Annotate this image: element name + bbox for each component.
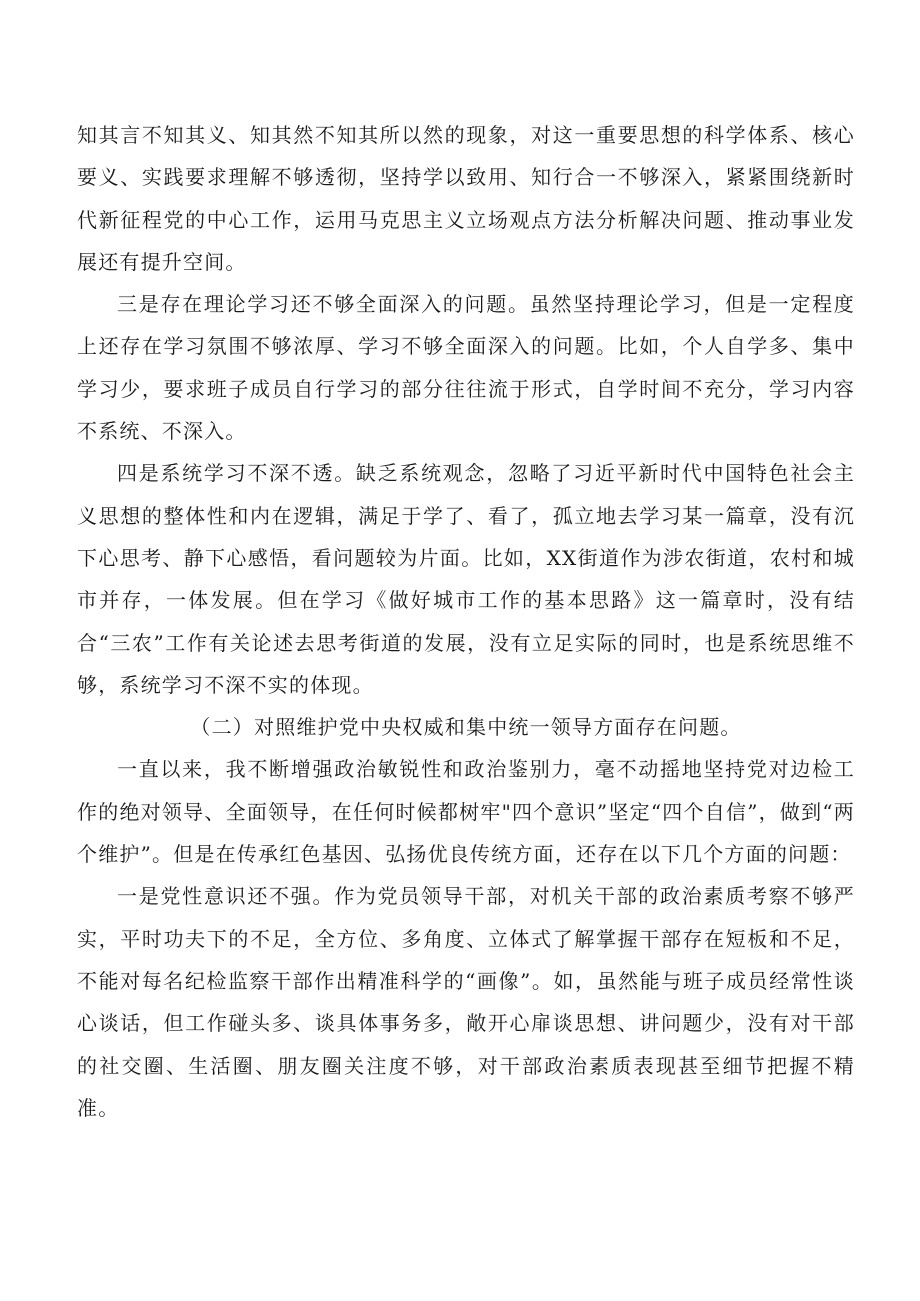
paragraph-point-one: 一是党性意识还不强。作为党员领导干部，对机关干部的政治素质考察不够严实，平时功夫下的不足，全方位、多角度、立体式了解掌握干部存在短板和不足，不能对每名纪检监察干部作出精准科学的“画像”。如，虽然能与班子成员经常性谈心谈话，但工作碰头多、谈具体事务多，敞开心扉谈思想、讲问题少，没有对干部的社交圈、生活圈、朋友圈关注度不够，对干部政治素质表现甚至细节把握不精准。 xyxy=(77,884,855,1120)
document-body xyxy=(77,114,855,1129)
paragraph-point-three: 三是存在理论学习还不够全面深入的问题。虽然坚持理论学习，但是一定程度上还存在学习氛围不够浓厚、学习不够全面深入的问题。比如，个人自学多、集中学习少，要求班子成员自行学习的部分往往流于形式，自学时间不充分，学习内容不系统、不深入。 xyxy=(77,292,855,444)
paragraph-continuation: 知其言不知其义、知其然不知其所以然的现象，对这一重要思想的科学体系、核心要义、实践要求理解不够透彻，坚持学以致用、知行合一不够深入，紧紧围绕新时代新征程党的中心工作，运用马克思主义立场观点方法分析解决问题、推动事业发展还有提升空间。 xyxy=(77,123,855,274)
paragraph-intro: 一直以来，我不断增强政治敏锐性和政治鉴别力，毫不动摇地坚持党对边检工作的绝对领导、全面领导，在任何时候都树牢"四个意识”坚定“四个自信”，做到“两个维护”。但是在传承红色基因、弘扬优良传统方面，还存在以下几个方面的问题： xyxy=(77,757,855,867)
section-heading: （二）对照维护党中央权威和集中统一领导方面存在问题。 xyxy=(190,715,742,740)
paragraph-point-four: 四是系统学习不深不透。缺乏系统观念，忽略了习近平新时代中国特色社会主义思想的整体性和内在逻辑，满足于学了、看了，孤立地去学习某一篇章，没有沉下心思考、静下心感悟，看问题较为片面。比如，XX街道作为涉农街道，农村和城市并存，一体发展。但在学习《做好城市工作的基本思路》这一篇章时，没有结合“三农”工作有关论述去思考街道的发展，没有立足实际的同时，也是系统思维不够，系统学习不深不实的体现。 xyxy=(77,461,855,697)
